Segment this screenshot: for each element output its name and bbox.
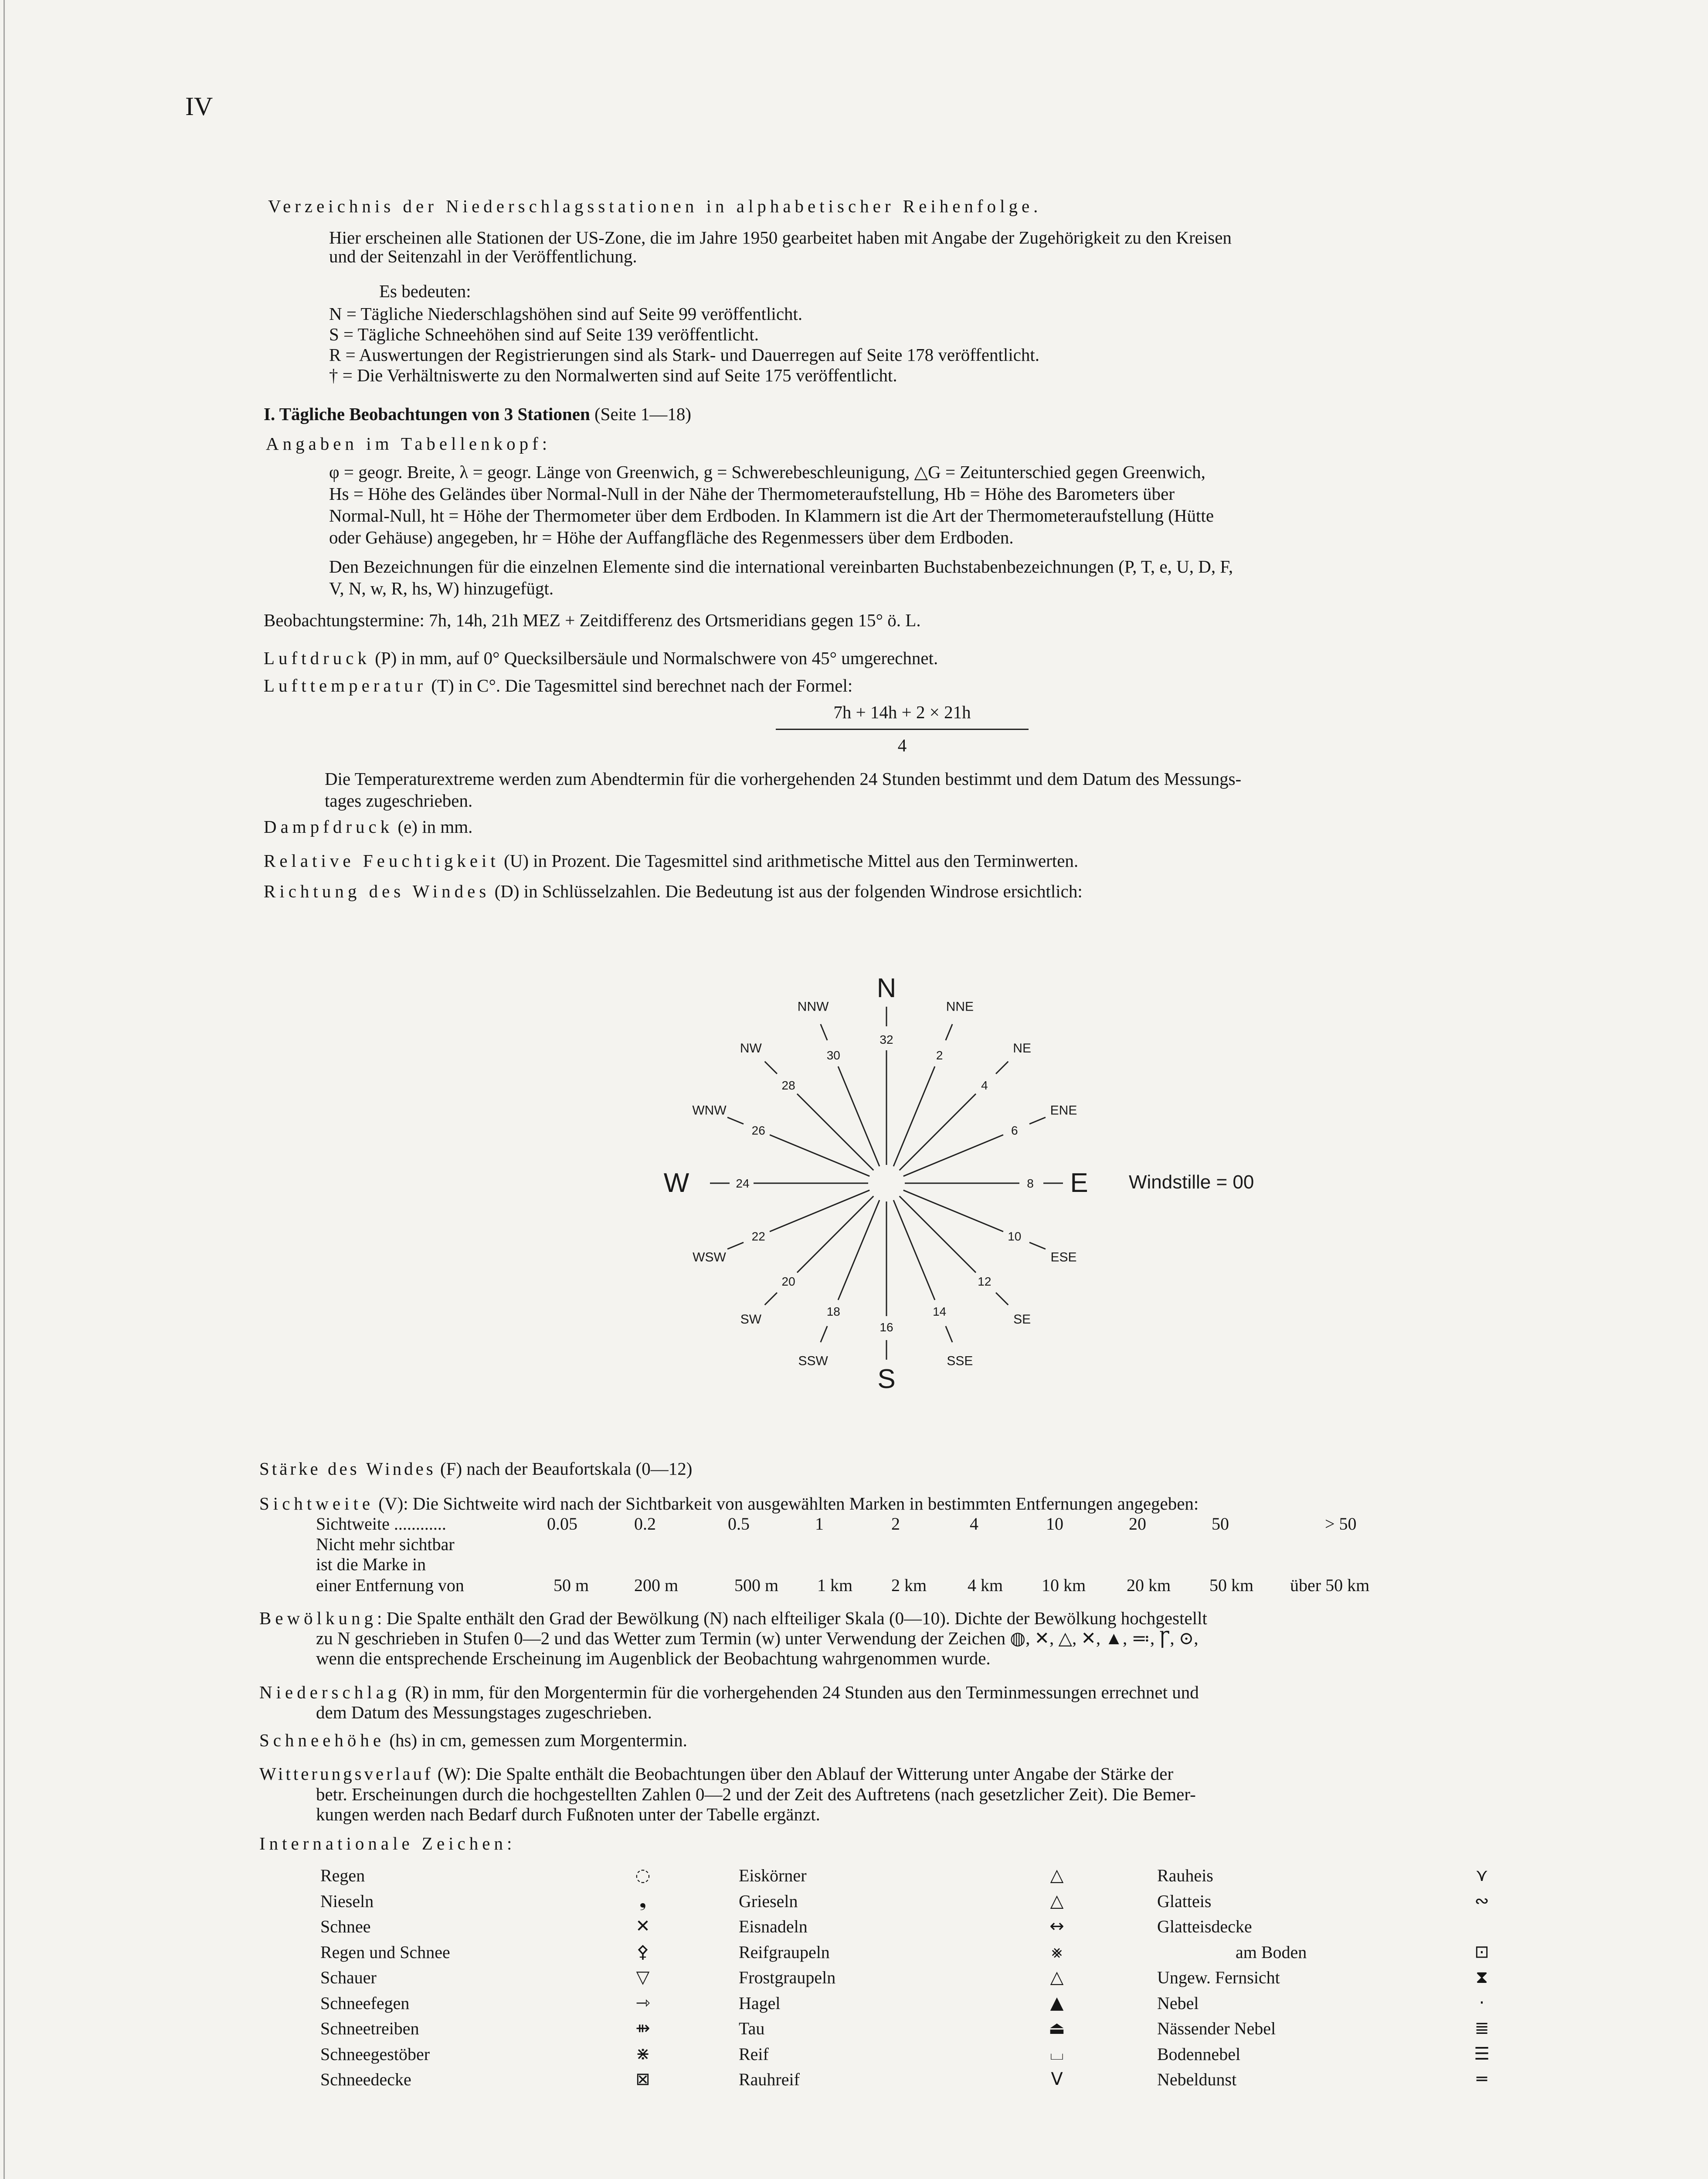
direction-name-wsw: WSW	[693, 1250, 726, 1265]
direction-code-sse: 14	[933, 1304, 947, 1318]
visibility-distance: 50 m	[553, 1575, 589, 1595]
visibility-distance: 200 m	[634, 1575, 679, 1595]
direction-name-nnw: NNW	[797, 999, 829, 1014]
tick-nne	[946, 1024, 952, 1040]
visibility-value: 0.2	[634, 1514, 656, 1534]
sign-label: Grieseln	[739, 1891, 798, 1911]
spoke-nw	[797, 1094, 873, 1170]
sign-label: Reif	[739, 2044, 769, 2064]
tick-se	[996, 1293, 1008, 1305]
precipitation-line-2: dem Datum des Messungstages zugeschrieben.	[316, 1702, 652, 1722]
spoke-ese	[903, 1190, 1003, 1232]
weather-sign-icon: ═	[1476, 2069, 1487, 2089]
spoke-se	[900, 1196, 976, 1273]
cloud-cover-line-2: zu N geschrieben in Stufen 0—2 und das Wetter zum Termin (w) unter Verwendung der Zeichen ◍, ✕, △, ✕, ▲, ≕, Ꞅ, ⊙,	[316, 1628, 1199, 1648]
sign-label: Rauhreif	[739, 2070, 800, 2089]
visibility-desc-2: ist die Marke in	[316, 1554, 426, 1574]
sign-label: Frostgraupeln	[739, 1968, 836, 1987]
visibility-value: 4	[970, 1514, 978, 1534]
weather-sign-icon: V	[1051, 2069, 1063, 2089]
visibility-value: 20	[1129, 1514, 1146, 1534]
spoke-ssw	[838, 1200, 879, 1300]
weather-sign-icon: ≣	[1474, 2018, 1489, 2038]
weather-sign-icon: ⏏	[1049, 2018, 1065, 2038]
weather-sign-icon: ❟	[639, 1891, 646, 1911]
cardinal-w: W	[663, 1168, 689, 1198]
sign-label: Glatteisdecke	[1157, 1917, 1252, 1936]
direction-name-nne: NNE	[946, 999, 974, 1014]
weather-sign-icon: ☰	[1474, 2043, 1490, 2064]
spoke-ene	[903, 1135, 1003, 1176]
scan-edge-left	[3, 0, 5, 2179]
sign-label: Nebel	[1157, 1993, 1199, 2013]
sign-label: Tau	[739, 2019, 765, 2038]
direction-code-wsw: 22	[751, 1229, 765, 1243]
cardinal-e: E	[1070, 1168, 1088, 1198]
wind-rose-spokes	[710, 1007, 1063, 1360]
sign-label: Bodennebel	[1157, 2044, 1241, 2064]
visibility-value: 10	[1046, 1514, 1063, 1534]
vapor-pressure: Dampfdruck (e) in mm.	[264, 817, 473, 837]
sign-label: Hagel	[739, 1993, 781, 2013]
weather-sign-icon: ⇾	[635, 1992, 650, 2013]
sign-label: Schauer	[320, 1968, 377, 1987]
sign-label: Nieseln	[320, 1891, 374, 1911]
visibility-distance: 10 km	[1042, 1575, 1086, 1595]
sign-label: Eisnadeln	[739, 1917, 808, 1936]
page-number: IV	[185, 92, 213, 121]
wind-strength: Stärke des Windes (F) nach der Beaufortskala (0—12)	[259, 1459, 693, 1479]
sign-label: Schnee	[320, 1917, 371, 1936]
legend-item-s: S = Tägliche Schneehöhen sind auf Seite 139 veröffentlicht.	[329, 324, 759, 344]
sign-label: Reifgraupeln	[739, 1942, 830, 1962]
weather-sign-icon: △	[1050, 1891, 1064, 1911]
visibility-distance: 500 m	[734, 1575, 779, 1595]
spoke-wnw	[770, 1135, 869, 1176]
cloud-cover: Bewölkung: Die Spalte enthält den Grad der Bewölkung (N) nach elfteiliger Skala (0—10). Dichte der Bewölkung hochgestellt	[259, 1608, 1207, 1628]
spoke-ne	[900, 1094, 976, 1170]
section-1-title: I. Tägliche Beobachtungen von 3 Stationen (Seite 1—18)	[264, 404, 692, 424]
relative-humidity: Relative Feuchtigkeit (U) in Prozent. Die Tagesmittel sind arithmetische Mittel aus den Terminwerten.	[264, 851, 1079, 871]
direction-name-sse: SSE	[947, 1354, 973, 1368]
direction-code-s: 16	[879, 1320, 893, 1334]
direction-code-ene: 6	[1011, 1123, 1018, 1137]
visibility-value: > 50	[1325, 1514, 1357, 1534]
air-pressure: Luftdruck (P) in mm, auf 0° Quecksilbersäule und Normalschwere von 45° umgerechnet.	[264, 648, 938, 668]
visibility-value: 2	[891, 1514, 900, 1534]
sign-label: Nässender Nebel	[1157, 2019, 1276, 2038]
visibility-value: 50	[1212, 1514, 1229, 1534]
direction-code-n: 32	[879, 1033, 893, 1046]
direction-name-ese: ESE	[1050, 1250, 1077, 1265]
designation-line: V, N, w, R, hs, W) hinzugefügt.	[329, 578, 554, 598]
wind-rose-diagram	[654, 959, 1351, 1412]
directory-line-2: und der Seitenzahl in der Veröffentlichung.	[329, 246, 637, 266]
designation-paragraph	[329, 556, 1565, 599]
calm-label: Windstille = 00	[1129, 1171, 1254, 1193]
legend-item-dagger: † = Die Verhältniswerte zu den Normalwerten sind auf Seite 175 veröffentlicht.	[329, 365, 897, 385]
legend-intro: Es bedeuten:	[379, 281, 471, 301]
direction-name-ssw: SSW	[798, 1354, 828, 1368]
sign-label: Glatteis	[1157, 1891, 1212, 1911]
observation-times: Beobachtungstermine: 7h, 14h, 21h MEZ + Zeitdifferenz des Ortsmeridians gegen 15° ö. L.	[264, 610, 921, 630]
spoke-nne	[893, 1066, 935, 1166]
snow-depth: Schneehöhe (hs) in cm, gemessen zum Morgentermin.	[259, 1730, 687, 1750]
header-line: Hs = Höhe des Geländes über Normal-Null in der Nähe der Thermometeraufstellung, Hb = Höhe des Barometers über	[329, 484, 1175, 504]
spoke-wsw	[770, 1190, 869, 1232]
formula-fraction-bar	[776, 729, 1029, 730]
tick-sse	[946, 1326, 952, 1342]
tick-ese	[1029, 1242, 1046, 1249]
sign-label: Eiskörner	[739, 1866, 807, 1885]
formula-numerator: 7h + 14h + 2 × 21h	[833, 702, 971, 722]
header-line: φ = geogr. Breite, λ = geogr. Länge von Greenwich, g = Schwerebeschleunigung, △G = Zeitunterschied gegen Greenwich,	[329, 462, 1205, 482]
spoke-nnw	[838, 1066, 879, 1166]
weather-sign-icon: ⚴	[636, 1941, 649, 1962]
direction-name-sw: SW	[740, 1312, 762, 1327]
tick-ne	[996, 1062, 1008, 1074]
visibility-desc-1: Nicht mehr sichtbar	[316, 1534, 455, 1554]
weather-sign-icon: ▲	[1050, 1992, 1064, 2013]
tick-ssw	[821, 1326, 827, 1342]
direction-code-ssw: 18	[826, 1304, 840, 1318]
tick-nnw	[821, 1024, 827, 1040]
tick-wnw	[727, 1117, 744, 1124]
visibility-value: 0.5	[728, 1514, 750, 1534]
weather-sign-icon: ↔	[1049, 1916, 1064, 1936]
sign-label: Regen	[320, 1866, 365, 1885]
sign-label: Schneefegen	[320, 1993, 410, 2013]
directory-line-1: Hier erscheinen alle Stationen der US-Zone, die im Jahre 1950 gearbeitet haben mit Angabe der Zugehörigkeit zu den Kreisen	[329, 227, 1232, 248]
direction-code-e: 8	[1027, 1177, 1034, 1190]
visibility-row-label: Sichtweite ............	[316, 1514, 446, 1534]
visibility-distance: über 50 km	[1290, 1575, 1370, 1595]
weather-sign-icon: ⇻	[635, 2018, 650, 2038]
sign-label: Regen und Schnee	[320, 1942, 450, 1962]
tick-sw	[765, 1293, 777, 1305]
weather-sign-icon: ·	[1479, 1992, 1485, 2013]
designation-line: Den Bezeichnungen für die einzelnen Elemente sind die international vereinbarten Buchstabenbezeichnungen (P, T, e, U, D, F,	[329, 557, 1233, 577]
direction-code-sw: 20	[781, 1274, 795, 1288]
weather-course-line-2: betr. Erscheinungen durch die hochgestellten Zahlen 0—2 und der Zeit des Auftretens (nach gesetzlicher Zeit). Die Bemer-	[316, 1784, 1196, 1804]
cloud-cover-line-3: wenn die entsprechende Erscheinung im Augenblick der Beobachtung wahrgenommen wurde.	[316, 1648, 991, 1668]
cardinal-n: N	[876, 973, 896, 1003]
wind-direction: Richtung des Windes (D) in Schlüsselzahlen. Die Bedeutung ist aus der folgenden Windrose ersichtlich:	[264, 881, 1083, 901]
direction-code-wnw: 26	[751, 1123, 765, 1137]
sign-label: Schneedecke	[320, 2070, 411, 2089]
direction-name-nw: NW	[740, 1041, 762, 1056]
air-temperature: Lufttemperatur (T) in C°. Die Tagesmittel sind berechnet nach der Formel:	[264, 675, 853, 696]
visibility-distance: 4 km	[968, 1575, 1003, 1595]
visibility-distance: 2 km	[891, 1575, 927, 1595]
weather-sign-icon: ⧗	[1475, 1967, 1488, 1987]
spoke-sw	[797, 1196, 873, 1273]
sign-label: Nebeldunst	[1157, 2070, 1237, 2089]
precipitation: Niederschlag (R) in mm, für den Morgentermin für die vorhergehenden 24 Stunden aus den Terminmessungen errechnet und	[259, 1682, 1199, 1702]
formula-denominator: 4	[897, 735, 907, 755]
direction-code-nw: 28	[781, 1079, 795, 1093]
sign-label: Ungew. Fernsicht	[1157, 1968, 1280, 1987]
direction-name-ene: ENE	[1050, 1103, 1077, 1118]
weather-sign-icon: ◌	[635, 1865, 651, 1885]
weather-sign-icon: ∾	[1474, 1891, 1489, 1911]
weather-sign-icon: △	[1050, 1967, 1064, 1987]
weather-sign-icon: ⊠	[635, 2069, 650, 2089]
international-signs-label: Internationale Zeichen:	[259, 1833, 516, 1853]
visibility-distance: 50 km	[1209, 1575, 1254, 1595]
weather-sign-icon: ⌴	[1050, 2043, 1064, 2064]
tick-ene	[1029, 1117, 1046, 1124]
spoke-sse	[893, 1200, 935, 1300]
directory-heading: Verzeichnis der Niederschlagsstationen in alphabetischer Reihenfolge.	[268, 196, 1042, 216]
direction-code-nnw: 30	[826, 1049, 840, 1062]
tick-nw	[765, 1062, 777, 1074]
direction-name-wnw: WNW	[692, 1103, 727, 1118]
direction-code-ese: 10	[1008, 1229, 1022, 1243]
direction-name-se: SE	[1013, 1312, 1031, 1327]
visibility-value: 1	[815, 1514, 824, 1534]
visibility-distance: 1 km	[817, 1575, 853, 1595]
direction-code-w: 24	[736, 1177, 750, 1190]
weather-course-line-3: kungen werden nach Bedarf durch Fußnoten unter der Tabelle ergänzt.	[316, 1804, 820, 1824]
direction-code-se: 12	[978, 1274, 992, 1288]
weather-sign-icon: ⊡	[1474, 1941, 1489, 1962]
extremes-line: Die Temperaturextreme werden zum Abendtermin für die vorhergehenden 24 Stunden bestimmt und dem Datum des Messungs-	[325, 769, 1242, 789]
direction-code-nne: 2	[936, 1049, 943, 1062]
weather-sign-icon: △	[1050, 1865, 1064, 1885]
sign-label: Rauheis	[1157, 1866, 1213, 1885]
weather-sign-icon: ⋇	[635, 2043, 650, 2064]
header-line: oder Gehäuse) angegeben, hr = Höhe der Auffangfläche des Regenmessers über dem Erdboden.	[329, 527, 1014, 547]
cardinal-s: S	[877, 1364, 896, 1394]
direction-name-ne: NE	[1013, 1041, 1031, 1056]
extremes-line: tages zugeschrieben.	[325, 791, 473, 811]
weather-sign-icon: ▽	[636, 1967, 650, 1987]
sign-label: Schneetreiben	[320, 2019, 419, 2038]
weather-course: Witterungsverlauf (W): Die Spalte enthält die Beobachtungen über den Ablauf der Witterung unter Angabe der Stärke der	[259, 1764, 1174, 1784]
sign-label: Schneegestöber	[320, 2044, 430, 2064]
weather-sign-icon: ⨳	[1051, 1941, 1063, 1962]
direction-code-ne: 4	[981, 1079, 988, 1093]
weather-sign-icon: ⋎	[1475, 1865, 1488, 1885]
tick-wsw	[727, 1242, 744, 1249]
weather-sign-icon: ✕	[635, 1916, 650, 1936]
visibility: Sichtweite (V): Die Sichtweite wird nach der Sichtbarkeit von ausgewählten Marken in bestimmten Entfernungen angegeben:	[259, 1493, 1199, 1514]
table-header-paragraph	[329, 461, 1565, 548]
legend-item-r: R = Auswertungen der Registrierungen sind als Stark- und Dauerregen auf Seite 178 veröffentlicht.	[329, 345, 1040, 365]
table-header-label: Angaben im Tabellenkopf:	[266, 434, 551, 454]
header-line: Normal-Null, ht = Höhe der Thermometer über dem Erdboden. In Klammern ist die Art der Thermometeraufstellung (Hütte	[329, 506, 1214, 526]
visibility-value: 0.05	[547, 1514, 577, 1534]
visibility-distance: 20 km	[1127, 1575, 1171, 1595]
visibility-desc-3: einer Entfernung von	[316, 1575, 464, 1595]
temperature-extremes	[325, 768, 1565, 811]
legend-item-n: N = Tägliche Niederschlagshöhen sind auf Seite 99 veröffentlicht.	[329, 304, 803, 324]
sign-label: am Boden	[1236, 1942, 1307, 1962]
